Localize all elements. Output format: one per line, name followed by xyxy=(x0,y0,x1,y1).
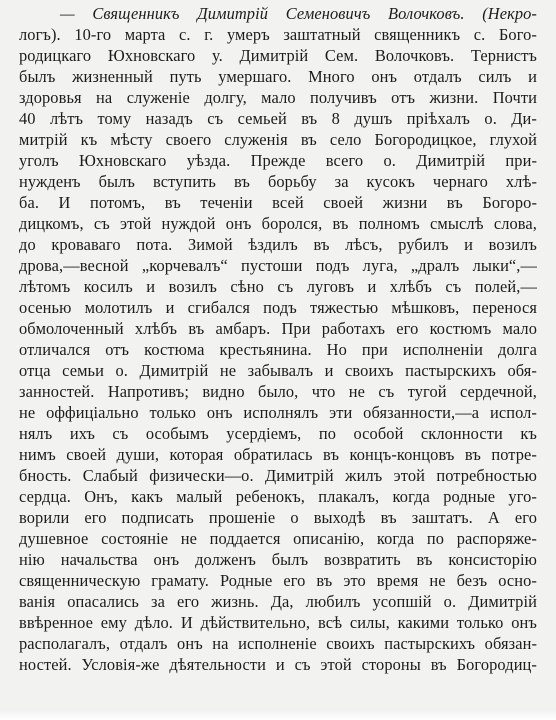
text-line: логъ). 10-го марта с. г. умеръ заштатный священникъ с. Бого- xyxy=(19,25,537,44)
text-line: до кроваваго пота. Зимой ѣздилъ въ лѣсъ, рубилъ и возилъ xyxy=(19,235,537,254)
text-line: ностей. Условія-же дѣятельности и съ этой стороны въ Богородиц- xyxy=(19,655,537,674)
text-line: ванія опасались за его жизнь. Да, любилъ усопшій о. Димитрій xyxy=(19,592,537,611)
text-line: располагалъ, отдалъ онъ на исполненіе своихъ пастырскихъ обязан- xyxy=(19,634,537,653)
text-line: нялъ ихъ съ особымъ усердіемъ, по особой склонности къ xyxy=(19,424,537,443)
text-line: лѣтомъ косилъ и возилъ сѣно съ луговъ и хлѣбъ съ полей,— xyxy=(19,277,537,296)
obituary-heading-line: — Священникъ Димитрій Семеновичъ Волочковъ. (Некро- xyxy=(60,4,537,23)
text-line: нимъ своей души, которая обратилась въ концъ-концовъ въ потре- xyxy=(19,445,537,464)
text-line: 40 лѣтъ тому назадъ съ семьей въ 8 душъ пріѣхалъ о. Ди- xyxy=(19,109,537,128)
text-line: нію начальства онъ долженъ былъ возвратить въ консисторію xyxy=(19,550,537,569)
page-bottom-margin xyxy=(0,708,556,720)
text-line: обмолоченный хлѣбъ въ амбаръ. При работахъ его костюмъ мало xyxy=(19,319,537,338)
text-line: отца семьи о. Димитрій не забывалъ и своихъ пастырскихъ обя- xyxy=(19,361,537,380)
text-line: не оффиціально только онъ исполнялъ эти обязанности,—а испол- xyxy=(19,403,537,422)
text-line: былъ жизненный путь умершаго. Много онъ отдалъ силъ и xyxy=(19,67,537,86)
text-line: ввѣренное ему дѣло. И дѣйствительно, всѣ силы, какими только онъ xyxy=(19,613,537,632)
text-line: священническую грамату. Родные его въ это время не безъ осно- xyxy=(19,571,537,590)
text-line: ба. И потомъ, въ теченіи всей своей жизни въ Богоро- xyxy=(19,193,537,212)
text-line: дрова,—весной „корчевалъ“ пустоши подъ луга, „дралъ лыки“,— xyxy=(19,256,537,275)
text-line: отличался отъ костюма крестьянина. Но при исполненіи долга xyxy=(19,340,537,359)
text-line: нужденъ былъ вступить въ борьбу за кусокъ чернаго хлѣ- xyxy=(19,172,537,191)
text-line: сердца. Онъ, какъ малый ребенокъ, плакалъ, когда родные уго- xyxy=(19,487,537,506)
text-line: родицкаго Юхновскаго у. Димитрій Сем. Волочковъ. Тернистъ xyxy=(19,46,537,65)
article-text xyxy=(19,0,537,675)
text-line: здоровья на служеніе долгу, мало получивъ отъ жизни. Почти xyxy=(19,88,537,107)
text-line: митрій къ мѣсту своего служенія въ село Богородицкое, глухой xyxy=(19,130,537,149)
text-line: душевное состояніе не поддается описанію, когда по распоряже- xyxy=(19,529,537,548)
text-line: уголъ Юхновскаго уѣзда. Прежде всего о. Димитрій при- xyxy=(19,151,537,170)
text-line: осенью молотилъ и сгибался подъ тяжестью мѣшковъ, перенося xyxy=(19,298,537,317)
text-line: занностей. Напротивъ; видно было, что не съ тугой сердечной, xyxy=(19,382,537,401)
text-line: бность. Слабый физически—о. Димитрій жилъ этой потребностью xyxy=(19,466,537,485)
text-line: ворили его подписать прошеніе о выходѣ въ заштатъ. А его xyxy=(19,508,537,527)
text-line: дицкомъ, съ этой нуждой онъ боролся, въ полномъ смыслѣ слова, xyxy=(19,214,537,233)
